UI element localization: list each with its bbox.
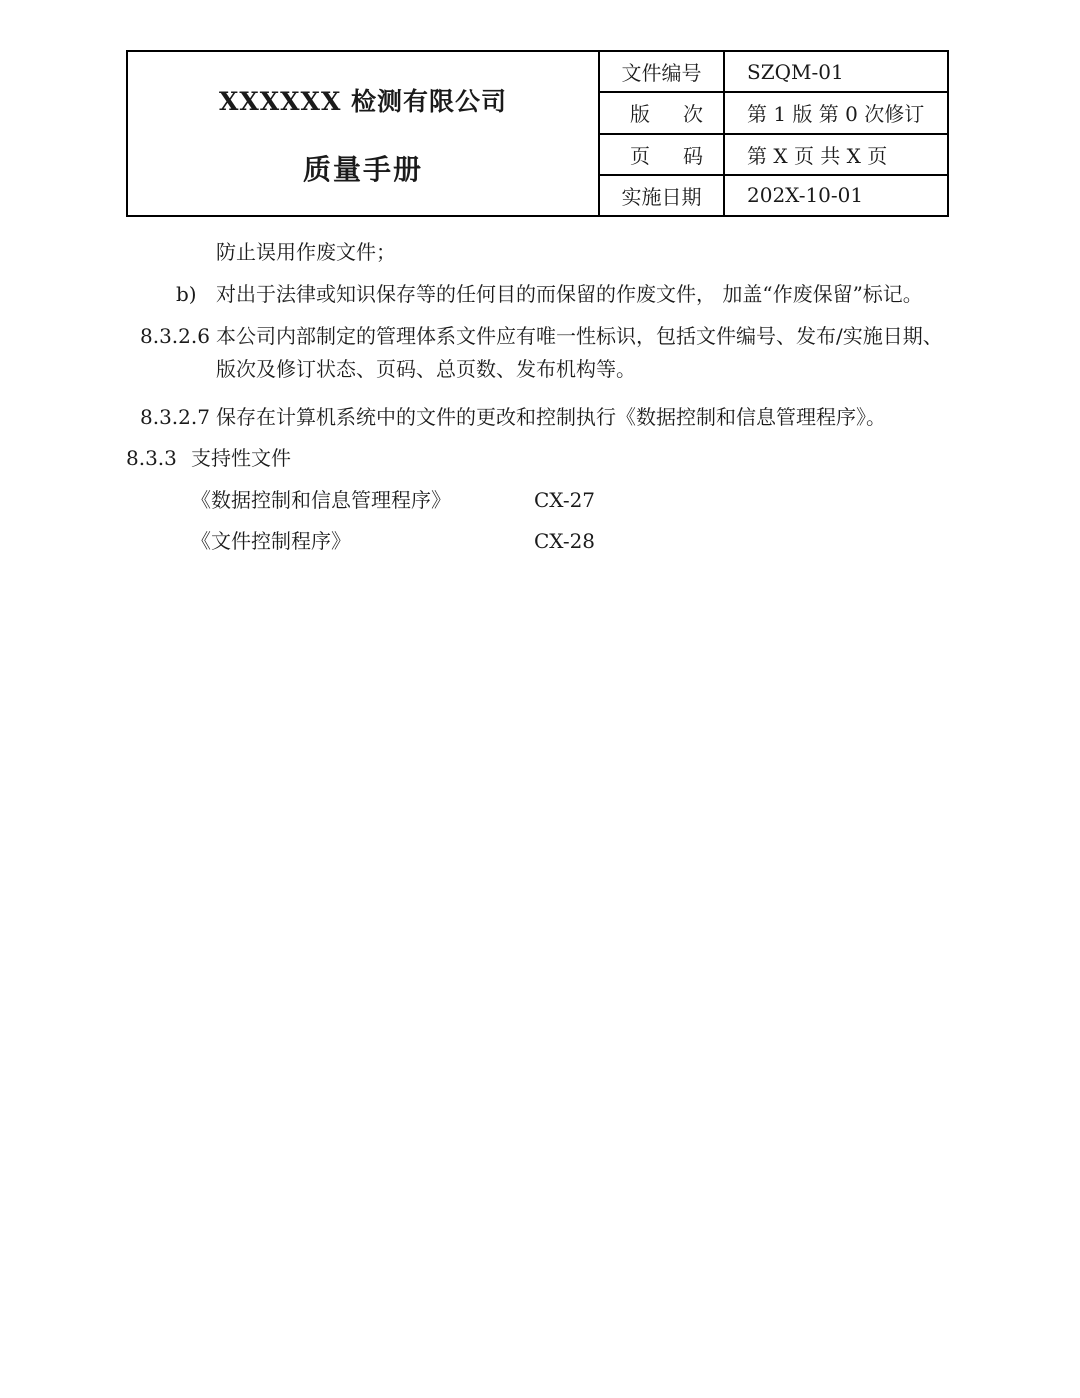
header-meta-cells xyxy=(600,52,947,215)
page-label xyxy=(600,135,725,174)
effective-date-value: 202X-10-01 xyxy=(747,183,864,208)
section-8-3-3-number: 8.3.3 xyxy=(126,446,177,470)
item-b-marker: b) xyxy=(176,282,197,306)
page-value: 第 X 页 共 X 页 xyxy=(747,143,888,168)
meta-row-doc-number xyxy=(600,52,947,93)
edition-label-part-2: 次 xyxy=(683,102,703,127)
support-doc-name: 《文件控制程序》 xyxy=(191,529,351,553)
section-8-3-2-7-number: 8.3.2.7 xyxy=(140,405,210,429)
page-label-part-1: 页 xyxy=(630,143,650,168)
page-label-part-2: 码 xyxy=(683,143,703,168)
section-8-3-2-6-line-1: 本公司内部制定的管理体系文件应有唯一性标识，包括文件编号、发布/实施日期、 xyxy=(216,324,943,348)
document-header-table xyxy=(126,50,949,217)
meta-row-effective-date xyxy=(600,176,947,215)
support-doc-code: CX-28 xyxy=(534,529,596,553)
continued-line: 防止误用作废文件； xyxy=(216,240,396,264)
section-8-3-2-6-number: 8.3.2.6 xyxy=(140,324,210,348)
section-8-3-2-7-text: 保存在计算机系统中的文件的更改和控制执行《数据控制和信息管理程序》。 xyxy=(216,405,886,429)
edition-label-part-1: 版 xyxy=(630,102,650,127)
edition-value: 第 1 版 第 0 次修订 xyxy=(747,102,925,127)
section-8-3-2-6-line-2: 版次及修订状态、页码、总页数、发布机构等。 xyxy=(216,357,636,381)
meta-row-page xyxy=(600,135,947,176)
support-doc-code: CX-27 xyxy=(534,488,596,512)
company-name: XXXXXX 检测有限公司 xyxy=(218,87,508,116)
edition-label xyxy=(600,93,725,132)
effective-date-label: 实施日期 xyxy=(600,176,725,215)
doc-number-label: 文件编号 xyxy=(600,52,725,91)
item-b-text: 对出于法律或知识保存等的任何目的而保留的作废文件， 加盖“作废保留”标记。 xyxy=(216,282,923,306)
support-doc-name: 《数据控制和信息管理程序》 xyxy=(191,488,451,512)
doc-number-value: SZQM-01 xyxy=(747,59,844,84)
meta-row-edition xyxy=(600,93,947,134)
header-title-cell xyxy=(128,52,600,215)
manual-title: 质量手册 xyxy=(302,153,423,186)
section-8-3-3-title: 支持性文件 xyxy=(191,446,291,470)
